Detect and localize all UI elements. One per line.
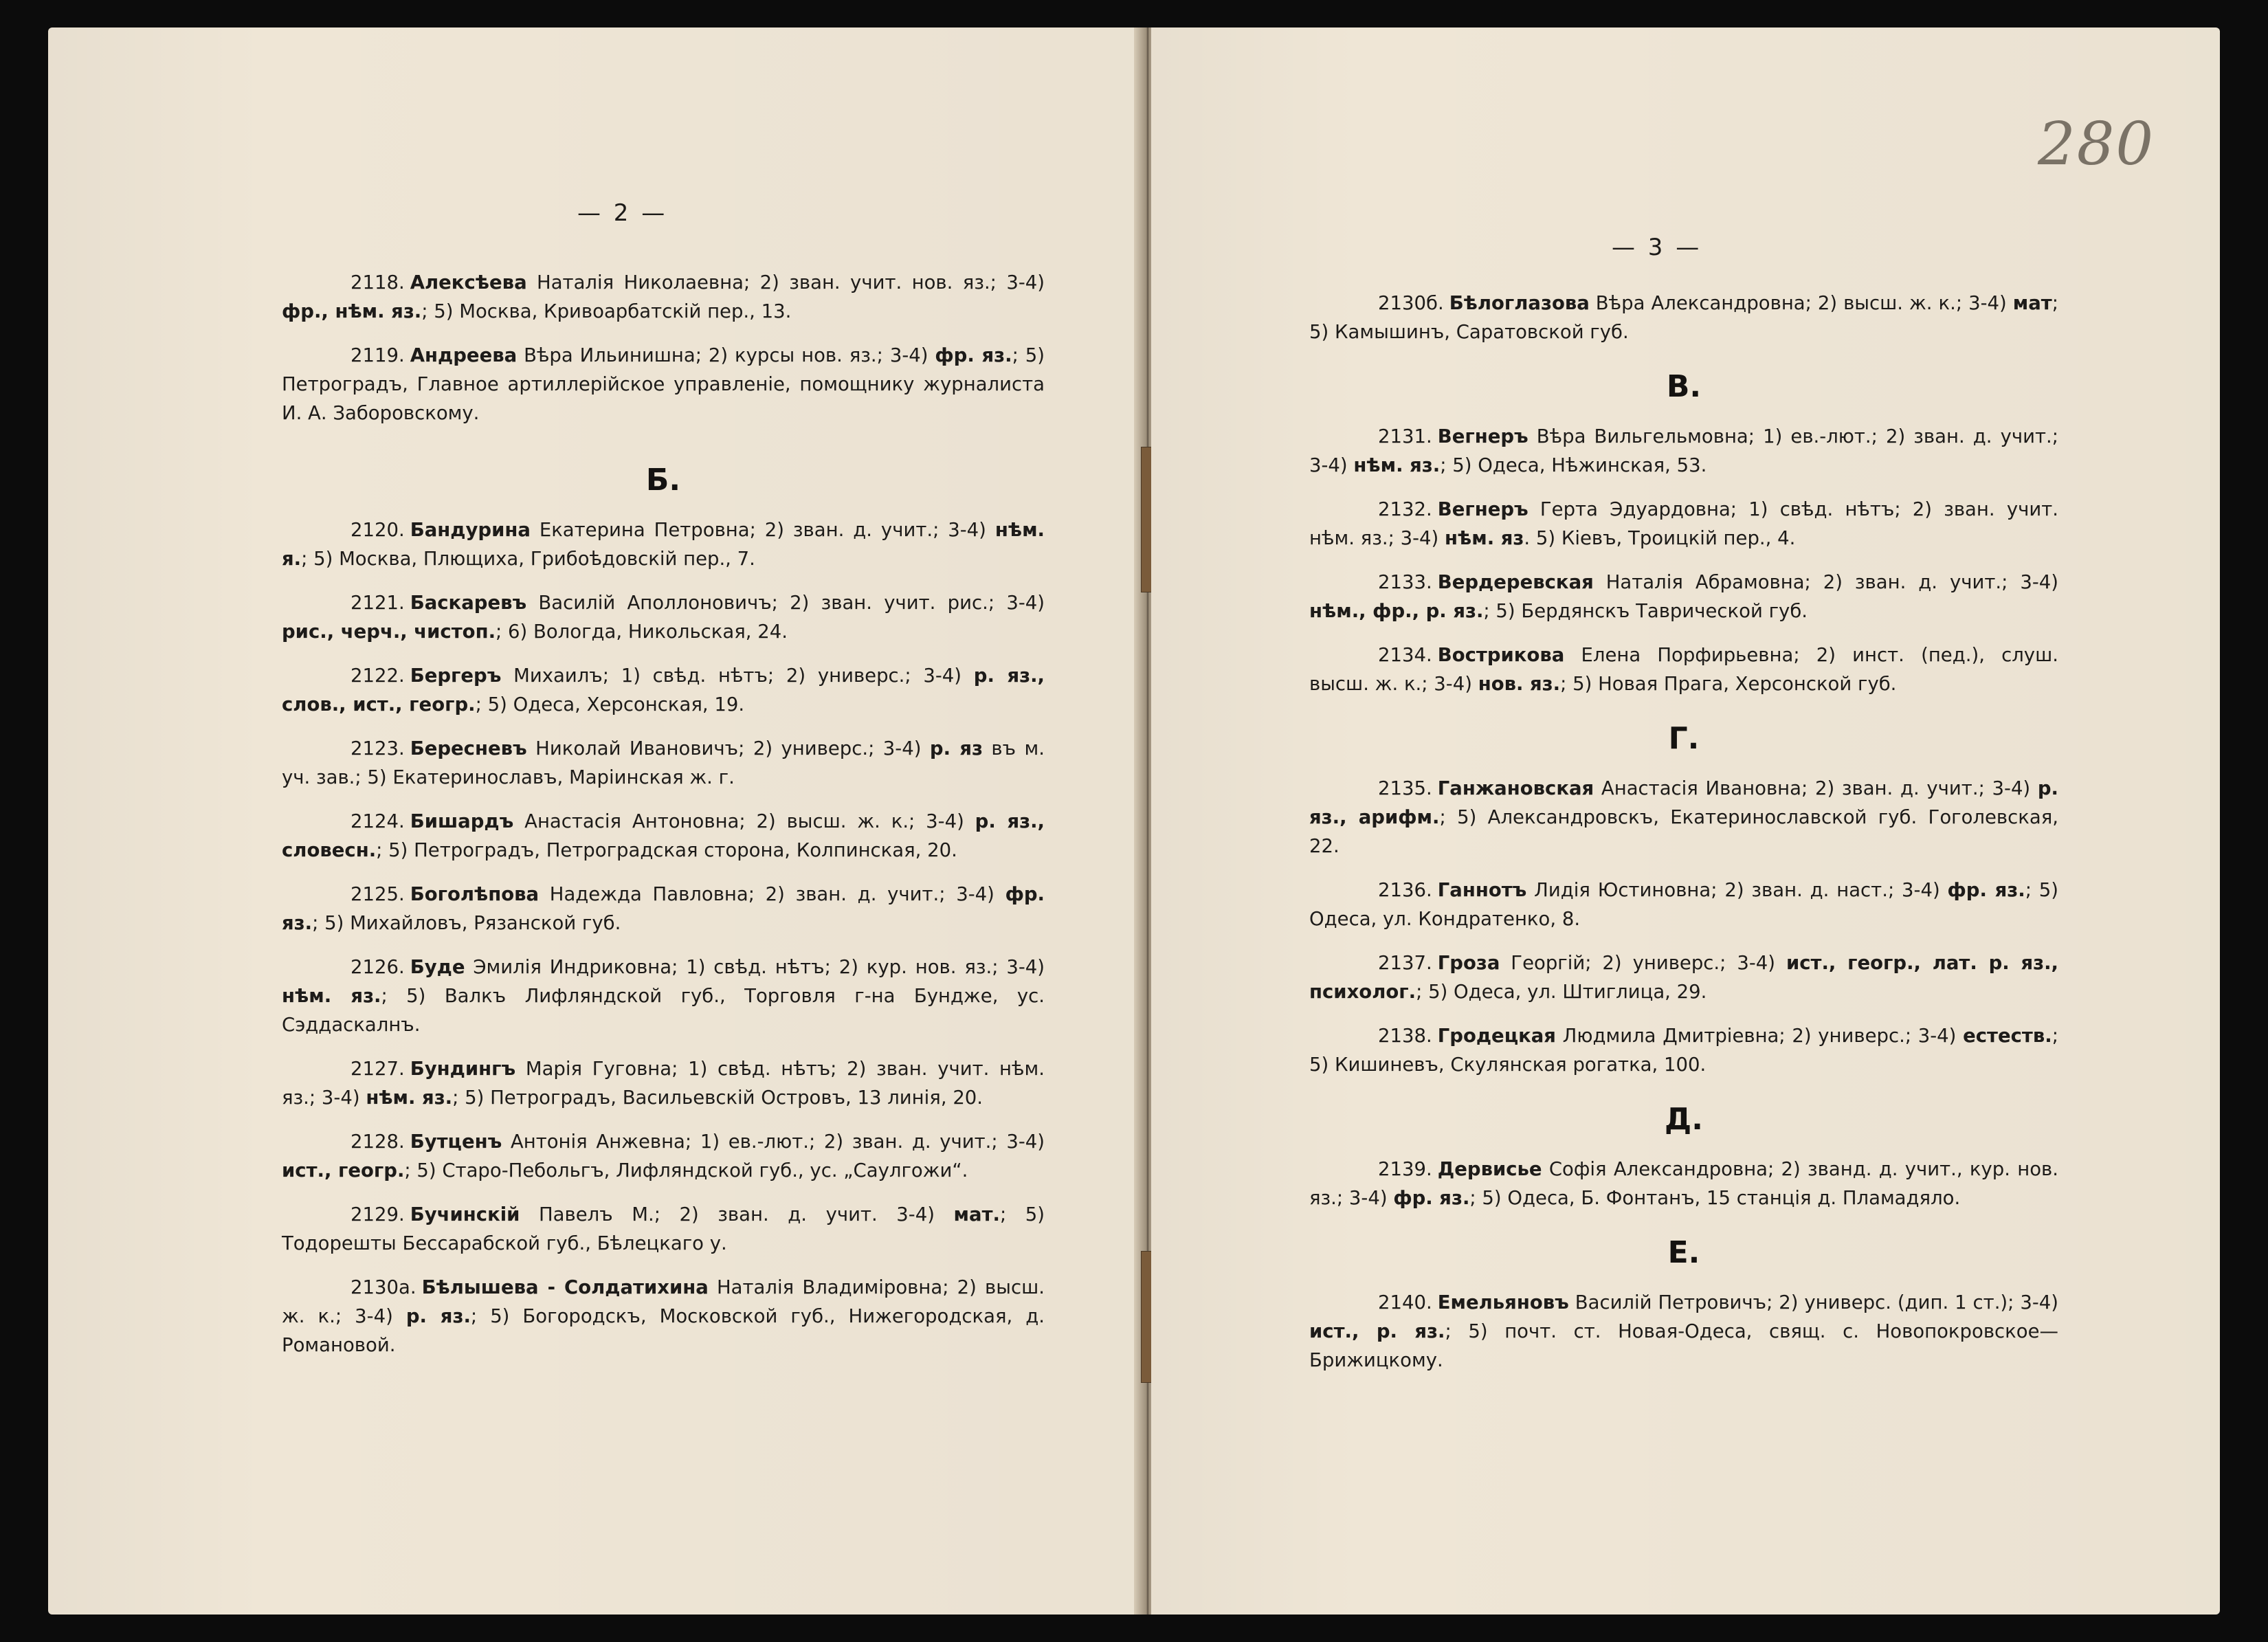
entry [1309,495,2058,553]
entry-bold2: р. яз., слов., ист., геогр. [282,665,1045,715]
section-heading-e: Е. [1667,1235,1700,1270]
entry [282,1127,1045,1185]
entry-name: Дервисье [1437,1158,1542,1180]
entry-name: Бундингъ [410,1058,516,1080]
entry-rest: Эмилія Индриковна; 1) свѣд. нѣтъ; 2) кур. нов. яз.; 3-4) [465,956,1045,978]
entry-tail: ; 5) Камышинъ, Саратовской губ. [1309,292,2058,343]
section-heading-v: В. [1666,369,1702,404]
entry-tail: ; 5) Тодорешты Бессарабской губ., Бѣлецкаго у. [282,1203,1045,1254]
entry-tail: ; 5) Бердянскъ Таврической губ. [1483,600,1808,622]
entry [282,661,1045,719]
entry-name: Боголѣпова [410,883,540,905]
entry-rest: Наталія Владиміровна; 2) высш. ж. к.; 3-4) [282,1276,1045,1327]
entry-tail: ; 5) почт. ст. Новая-Одеса, свящ. с. Новопокровское—Брижицкому. [1309,1320,2059,1371]
entry-tail: ; 5) Одеса, Херсонская, 19. [475,694,745,715]
entry-tail: ; 5) Москва, Кривоарбатскій пер., 13. [421,300,792,322]
entry-tail: въ м. уч. зав.; 5) Екатеринославъ, Маріинская ж. г. [282,737,1045,788]
entry-bold2: нѣм. яз. [1353,454,1441,476]
entry-bold2: мат [2012,292,2052,314]
entry-rest: Анастасія Ивановна; 2) зван. д. учит.; 3-4) [1594,777,2038,799]
entry-rest: Вѣра Ильинишна; 2) курсы нов. яз.; 3-4) [517,344,935,366]
entry-name: Емельяновъ [1437,1291,1569,1313]
entry-rest: Наталія Николаевна; 2) зван. учит. нов. яз.; 3-4) [526,271,1045,293]
entry [1309,289,2058,346]
entry-tail: ; 5) Старо-Пебольгъ, Лифляндской губ., ус. „Саулгожи“. [404,1160,968,1181]
entry-name: Баскаревъ [410,592,527,614]
entry-rest: Елена Порфирьевна; 2) инст. (пед.), слуш. высш. ж. к.; 3-4) [1309,644,2058,695]
entry-name: Алексѣева [410,271,527,293]
entry-num: 2129. [351,1203,405,1225]
entry [1309,1288,2058,1375]
entry-tail: ; 5) Новая Прага, Херсонской губ. [1560,673,1897,695]
entry-num: 2121. [351,592,405,614]
entry-name: Бѣлоглазова [1449,292,1590,314]
entry-tail: ; 5) Одеса, Нѣжинская, 53. [1440,454,1707,476]
entry-rest: Софія Александровна; 2) званд. д. учит., кур. нов. яз.; 3-4) [1309,1158,2058,1209]
entry-bold2: нѣм. яз. [366,1087,453,1109]
entry-num: 2119. [351,344,405,366]
entry [1309,948,2058,1006]
entry-num: 2132. [1378,498,1432,520]
entry-num: 2122. [351,665,405,687]
entry-rest: Герта Эдуардовна; 1) свѣд. нѣтъ; 2) зван. учит. нѣм. яз.; 3-4) [1309,498,2058,549]
entry-bold2: фр. яз. [1393,1187,1470,1209]
entry-bold2: фр. яз. [282,883,1045,934]
entry [282,1200,1045,1258]
entry-bold2: нѣм. яз. [282,985,381,1007]
entry-rest: Екатерина Петровна; 2) зван. д. учит.; 3-4) [530,519,995,541]
entry-name: Бутценъ [410,1131,502,1153]
entry [1309,774,2058,861]
entry-rest: Лидія Юстиновна; 2) зван. д. наст.; 3-4) [1526,879,1948,901]
entry-bold2: нѣм. яз [1445,527,1524,549]
entry-rest: Вѣра Александровна; 2) высш. ж. к.; 3-4) [1589,292,2013,314]
entry-num: 2127. [351,1058,405,1080]
entry-tail: ; 5) Москва, Плющиха, Грибоѣдовскій пер., 7. [301,548,755,570]
entry-name: Буде [410,956,465,978]
entry-name: Вегнеръ [1437,425,1528,447]
entry-num: 2126. [351,956,405,978]
entry [282,268,1045,326]
entry-tail: ; 5) Одеса, Б. Фонтанъ, 15 станція д. Пламадяло. [1469,1187,1961,1209]
entry [282,807,1045,865]
entry-rest: Надежда Павловна; 2) зван. д. учит.; 3-4) [539,883,1005,905]
entry-bold2: р. яз., арифм. [1309,777,2058,828]
entry-num: 2137. [1378,952,1432,974]
entry [1309,1155,2058,1212]
entry-num: 2130б. [1378,292,1444,314]
entry-name: Бересневъ [410,737,527,759]
entry-rest: Антонія Анжевна; 1) ев.-лют.; 2) зван. д. учит.; 3-4) [502,1131,1045,1153]
entry [282,1273,1045,1360]
entry-tail: ; 5) Петроградъ, Васильевскій Островъ, 13 линія, 20. [452,1087,983,1109]
entry-bold2: фр. яз. [935,344,1012,366]
entry-rest: Михаилъ; 1) свѣд. нѣтъ; 2) универс.; 3-4) [501,665,974,687]
entry-name: Ганнотъ [1437,879,1527,901]
section-heading-b: Б. [645,463,681,498]
entry [1309,422,2058,480]
entry-tail: ; 5) Богородскъ, Московской губ., Нижегородская, д. Романовой. [282,1305,1045,1356]
entry-bold2: мат. [953,1203,1000,1225]
entry-name: Гроза [1437,952,1500,974]
entry [1309,568,2058,625]
entry-num: 2124. [351,810,405,832]
entry-num: 2140. [1378,1291,1432,1313]
entry-tail: ; 5) Кишиневъ, Скулянская рогатка, 100. [1309,1025,2058,1076]
entry-tail: ; 5) Михайловъ, Рязанской губ. [312,912,621,934]
entry-rest: Василій Петровичъ; 2) универс. (дип. 1 ст.); 3-4) [1568,1291,2058,1313]
page-number-right: — 3 — [1612,234,1702,261]
entry-tail: ; 5) Одеса, ул. Штиглица, 29. [1416,981,1707,1003]
entry-rest: Марія Гуговна; 1) свѣд. нѣтъ; 2) зван. учит. нѣм. яз.; 3-4) [282,1058,1045,1109]
entry-name: Бандурина [410,519,531,541]
entry-bold2: нов. яз. [1478,673,1561,695]
entry-name: Бѣлышева - Солдатихина [421,1276,709,1298]
entry [282,1054,1045,1112]
entry-rest: Василій Аполлоновичъ; 2) зван. учит. рис.; 3-4) [526,592,1045,614]
entry-tail: ; 5) Петроградъ, Главное артиллерійское управленіе, помощнику журналиста И. А. Заборовскому. [282,344,1045,424]
entry-bold2: ист., геогр. [282,1160,405,1181]
entry-num: 2138. [1378,1025,1432,1047]
entry-name: Бишардъ [410,810,514,832]
entry-rest: Анастасія Антоновна; 2) высш. ж. к.; 3-4) [513,810,975,832]
page-number-left: — 2 — [577,199,668,227]
entry-tail: ; 6) Вологда, Никольская, 24. [496,621,788,643]
entry-bold2: р. яз. [405,1305,471,1327]
entry-num: 2123. [351,737,405,759]
entry-bold2: рис., черч., чистоп. [282,621,496,643]
entry-name: Гродецкая [1437,1025,1556,1047]
right-page [1151,27,2220,1615]
entry-bold2: фр., нѣм. яз. [282,300,422,322]
entry [1309,641,2058,698]
entry-rest: Николай Ивановичъ; 2) универс.; 3-4) [526,737,930,759]
entry-name: Андреева [410,344,518,366]
entry-num: 2136. [1378,879,1432,901]
entry-bold2: р. яз., словесн. [282,810,1045,861]
entry-tail: ; 5) Петроградъ, Петроградская сторона, Колпинская, 20. [376,839,957,861]
entry-bold2: р. яз [929,737,983,759]
entry-bold2: ист., геогр., лат. р. яз., психолог. [1309,952,2058,1003]
entry-name: Бергеръ [410,665,502,687]
entry-bold2: фр. яз. [1947,879,2025,901]
entry [282,880,1045,938]
entry [1309,876,2058,933]
entry-rest: Георгій; 2) универс.; 3-4) [1500,952,1786,974]
entry-tail: ; 5) Александровскъ, Екатеринославской губ. Гоголевская, 22. [1309,806,2058,857]
entry-num: 2128. [351,1131,405,1153]
entry-rest: Людмила Дмитріевна; 2) универс.; 3-4) [1555,1025,1964,1047]
entry-num: 2139. [1378,1158,1432,1180]
entry-bold2: ист., р. яз. [1309,1320,1445,1342]
left-column [282,268,1045,1375]
entry [282,515,1045,573]
left-page [48,27,1144,1615]
entry-name: Вердеревская [1437,571,1594,593]
entry-bold2: нѣм., фр., р. яз. [1309,600,1484,622]
entry-num: 2125. [351,883,405,905]
entry-num: 2120. [351,519,405,541]
entry-rest: Наталія Абрамовна; 2) зван. д. учит.; 3-4) [1593,571,2058,593]
entry-num: 2135. [1378,777,1432,799]
entry [282,734,1045,792]
entry-num: 2133. [1378,571,1432,593]
entry-rest: Павелъ М.; 2) зван. д. учит. 3-4) [520,1203,954,1225]
entry-tail: ; 5) Одеса, ул. Кондратенко, 8. [1309,879,2059,930]
entry-num: 2131. [1378,425,1432,447]
entry [1309,1021,2058,1079]
entry-name: Ганжановская [1437,777,1594,799]
entry-name: Вострикова [1437,644,1565,666]
entry-tail: ; 5) Валкъ Лифляндской губ., Торговля г-на Бундже, ус. Сэддаскалнъ. [282,985,1045,1036]
entry-name: Бучинскій [410,1203,520,1225]
section-heading-d: Д. [1665,1102,1703,1137]
entry [282,341,1045,428]
section-heading-g: Г. [1668,721,1700,756]
entry [282,953,1045,1039]
handwritten-archive-number: 280 [2038,110,2155,179]
entry-num: 2134. [1378,644,1432,666]
right-column [1309,289,2058,1390]
entry-rest: Вѣра Вильгельмовна; 1) ев.-лют.; 2) зван. д. учит.; 3-4) [1309,425,2058,476]
entry-bold2: естеств. [1963,1025,2052,1047]
entry-tail: . 5) Кіевъ, Троицкій пер., 4. [1524,527,1796,549]
entry-num: 2118. [351,271,405,293]
entry [282,588,1045,646]
entry-num: 2130а. [351,1276,416,1298]
entry-bold2: нѣм. я. [282,519,1045,570]
entry-name: Вегнеръ [1437,498,1528,520]
